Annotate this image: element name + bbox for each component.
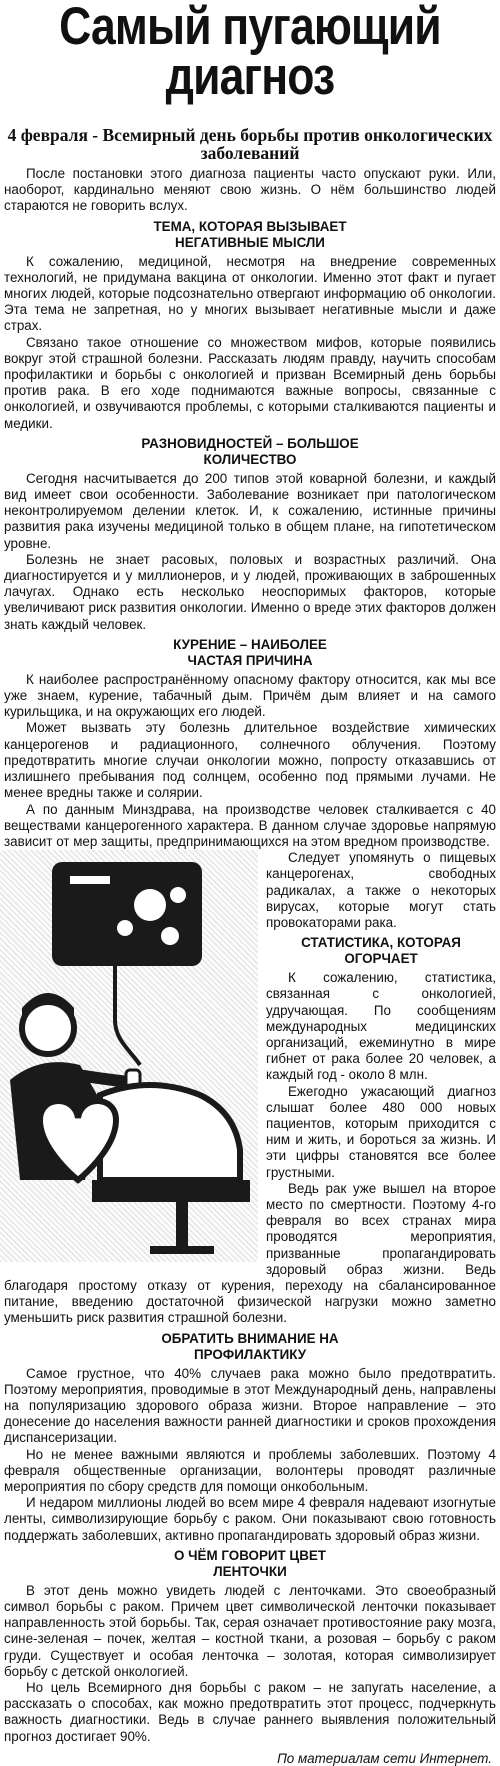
heading-line: НЕГАТИВНЫЕ МЫСЛИ bbox=[175, 234, 325, 250]
heading-line: КУРЕНИЕ – НАИБОЛЕЕ bbox=[173, 636, 327, 652]
doctor-patient-scan-icon bbox=[0, 850, 258, 1262]
paragraph: Самое грустное, что 40% случаев рака можно было предотвратить. Поэтому мероприятия, проводимые в этот Международный день, направлены на популяризацию здорового образа жизни. Второе направление – это донесение до населения важности ранней диагностики и сроков прохождения диспансеризации. bbox=[4, 1365, 496, 1446]
heading-line: РАЗНОВИДНОСТЕЙ – БОЛЬШОЕ bbox=[141, 435, 359, 451]
paragraph: В этот день можно увидеть людей с ленточками. Это своеобразный символ борьбы с раком. Причем цвет символической ленточки показывает направленность этой борьбы. Так, серая означает противостояние раку мозга, сине-зеленая – почек, желтая – костной ткани, а розовая – борьбу с раком груди. Существует и особая ленточка – золотая, которая символизирует борьбу с детской онкологией. bbox=[4, 1582, 496, 1679]
section-heading-ribbon-color bbox=[4, 1548, 496, 1580]
heading-line: КОЛИЧЕСТВО bbox=[203, 451, 297, 467]
source-credit: По материалам сети Интернет. bbox=[277, 1750, 492, 1766]
intro-paragraph: После постановки этого диагноза пациенты часто опускают руки. Или, наоборот, кардинально меняют свою жизнь. О нём большинство людей стараются не говорить вслух. bbox=[4, 166, 496, 214]
title-line-2: диагноз bbox=[165, 47, 335, 106]
paragraph: К сожалению, статистика, связанная с онкологией, удручающая. По сообщениям международных медицинских организаций, ежеминутно в мире гибнет от рака более 20 человек, а каждый год - около 8 млн. bbox=[266, 970, 496, 1083]
heading-line: ОГОРЧАЕТ bbox=[344, 951, 418, 967]
paragraph: Но цель Всемирного дня борьбы с раком – не запугать население, а рассказать о способах, как можно предотвратить этот процесс, подчеркнуть важность диагностики. Ведь в случае раннего выявления положительный прогноз достигает 90%. bbox=[4, 1680, 496, 1744]
paragraph: Следует упомянуть о пищевых канцерогенах, свободных радикалах, а также о некоторых вирусах, которые могут стать провокаторами рака. bbox=[266, 850, 496, 930]
paragraph: И недаром миллионы людей во всем мире 4 февраля надевают изогнутые ленты, символизирующие борьбу с раком. Они показывают свою готовность поддержать заболевших, активно пропагандировать здоровый образ жизни. bbox=[4, 1495, 496, 1543]
heading-line: ЧАСТАЯ ПРИЧИНА bbox=[187, 652, 313, 668]
title-line-1: Самый пугающий bbox=[59, 0, 441, 56]
section-heading-negative-thoughts bbox=[4, 219, 496, 251]
paragraph: К сожалению, медициной, несмотря на внедрение современных технологий, не придумана вакцина от онкологии. Именно этот факт и пугает многих людей, которые подсознательно отвергают информацию об онкологии. Эта тема не запретная, но у многих вызывает негативные мысли и даже страх. bbox=[4, 253, 496, 334]
paragraph: Болезнь не знает расовых, половых и возрастных различий. Она диагностируется и у миллионеров, и у людей, проживающих в заброшенных лачугах. Однако есть несколько неоспоримых факторов, которые увеличивают риск развития онкологии. Именно о вреде этих факторов должен знать каждый человек. bbox=[4, 551, 496, 632]
doctor-patient-illustration bbox=[0, 850, 258, 1262]
paragraph: Может вызвать эту болезнь длительное воздействие химических канцерогенов и радиационного, солнечного облучения. Поэтому предотвратить многие случаи онкологии можно, попросту отказавшись от излишнего пребывания под солнцем, особенно под прямыми лучами. Не менее вредны также и солярии. bbox=[4, 720, 496, 801]
section-heading-smoking bbox=[4, 637, 496, 669]
paragraph: Ежегодно ужасающий диагноз слышат более 480 000 новых пациентов, которым приходится с ним и жить, и бороться за жизнь. И эти цифры становятся все более грустными. bbox=[266, 1083, 496, 1180]
paragraph: К наиболее распространённому опасному фактору относится, как мы все уже знаем, курение, табачный дым. Причём дым влияет и на самого курильщика, и на окружающих его людей. bbox=[4, 671, 496, 720]
section-heading-varieties bbox=[4, 436, 496, 468]
heading-line: ТЕМА, КОТОРАЯ ВЫЗЫВАЕТ bbox=[153, 218, 347, 234]
heading-line: ЛЕНТОЧКИ bbox=[213, 1563, 287, 1579]
section-heading-prevention bbox=[4, 1331, 496, 1363]
paragraph: Сегодня насчитывается до 200 типов этой коварной болезни, и каждый вид имеет свои особенности. Заболевание возникает при патологическом неконтролируемом делении клеток. И, к сожалению, истинные причины развития рака изучены медициной только в общем плане, на гипотетическом уровне. bbox=[4, 470, 496, 551]
heading-line: О ЧЁМ ГОВОРИТ ЦВЕТ bbox=[174, 1547, 326, 1563]
bed bbox=[92, 1180, 250, 1202]
article-body bbox=[4, 166, 496, 1745]
paragraph: Связано такое отношение со множеством мифов, которые появились вокруг этой страшной болезни. Рассказать людям правду, научить способам профилактики и борьбы с онкологией и призван Всемирный день борьбы против рака. В его ходе поднимаются важные вопросы, связанные с онкологией, и озвучиваются проблемы, с которыми сталкиваются пациенты и медики. bbox=[4, 334, 496, 431]
heading-line: ОБРАТИТЬ ВНИМАНИЕ НА bbox=[161, 1330, 339, 1346]
patient-belly bbox=[100, 1085, 240, 1180]
paragraph: Ведь рак уже вышел на второе место по смертности. Поэтому 4-го февраля во всех странах мира проводятся мероприятия, призванные пропагандировать здоровый образ жизни. Ведь благодаря простому отказу от курения, переходу на сбалансированное питание, введению достаточной физической нагрузки можно заметно уменьшить риск развития страшной болезни. bbox=[4, 1180, 496, 1326]
heading-line: ПРОФИЛАКТИКУ bbox=[193, 1346, 307, 1362]
paragraph: А по данным Минздрава, на производстве человек сталкивается с 40 веществами канцерогенного характера. В данном случае здоровье напрямую зависит от мер защиты, предпринимающихся на этом вредном производстве. bbox=[4, 801, 496, 849]
article-subtitle: 4 февраля - Всемирный день борьбы против онкологических заболеваний bbox=[7, 125, 493, 163]
article-title bbox=[40, 0, 460, 106]
paragraph: Но не менее важными являются и проблемы заболевших. Поэтому 4 февраля общественные организации, волонтеры проводят различные мероприятия по сбору средств для помощи онкобольным. bbox=[4, 1446, 496, 1495]
heading-line: СТАТИСТИКА, КОТОРАЯ bbox=[301, 935, 461, 951]
